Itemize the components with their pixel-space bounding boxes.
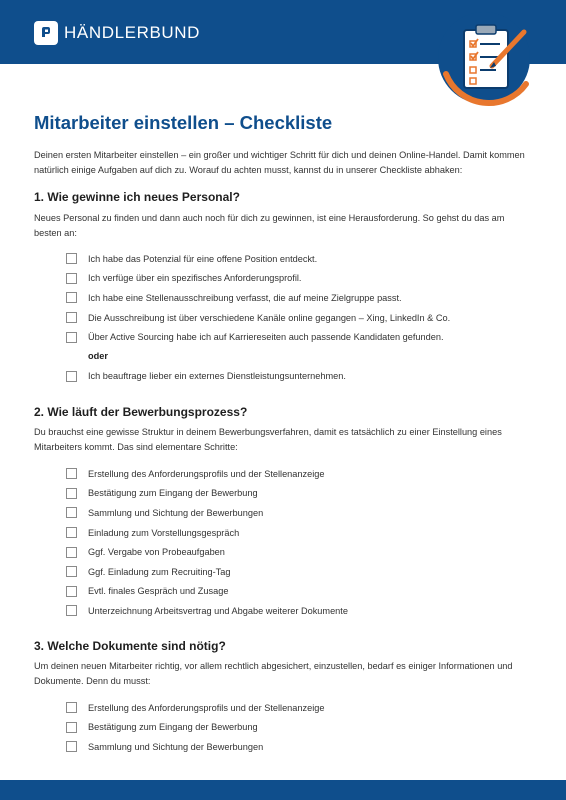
checklist-item-label: Ich habe eine Stellenausschreibung verfasst, die auf meine Zielgruppe passt.: [88, 292, 402, 303]
checklist-item: [66, 464, 348, 484]
section-text: Neues Personal zu finden und dann auch noch für dich zu gewinnen, ist eine Herausforderung. So gehst du das am besten an:: [34, 213, 505, 238]
brand-name: HÄNDLERBUND: [64, 23, 201, 42]
clipboard-checklist-icon: [434, 8, 544, 118]
section-heading: 2. Wie läuft der Bewerbungsprozess?: [34, 405, 248, 419]
checkbox[interactable]: [66, 292, 77, 303]
checklist-item-label: Ich beauftrage lieber ein externes Dienstleistungsunternehmen.: [88, 371, 346, 382]
footer-bar: [0, 780, 566, 800]
checklist-item: [66, 737, 324, 757]
checklist-item: [66, 269, 450, 289]
checkbox[interactable]: [66, 488, 77, 499]
handlerbund-logo-icon: [34, 21, 58, 45]
checkbox[interactable]: [66, 507, 77, 518]
checklist-item-label: Ich habe das Potenzial für eine offene Position entdeckt.: [88, 253, 318, 264]
checklist-item: [66, 484, 348, 504]
checkbox[interactable]: [66, 547, 77, 558]
header-bar: [0, 0, 566, 64]
brand-logo[interactable]: [34, 21, 200, 45]
page-title: Mitarbeiter einstellen – Checkliste: [34, 112, 333, 133]
checkbox[interactable]: [66, 586, 77, 597]
checkbox[interactable]: [66, 371, 77, 382]
section-heading: 1. Wie gewinne ich neues Personal?: [34, 190, 240, 204]
section-text: Du brauchst eine gewisse Struktur in deinem Bewerbungsverfahren, damit es tatsächlich zu einer Einstellung eines Mitarbeiters kommt. Das sind elementare Schritte:: [34, 427, 502, 452]
checklist-item-label: Bestätigung zum Eingang der Bewerbung: [88, 722, 258, 733]
checkbox[interactable]: [66, 741, 77, 752]
checklist-item: [66, 308, 450, 328]
checkbox[interactable]: [66, 312, 77, 323]
checklist-item-label: Sammlung und Sichtung der Bewerbungen: [88, 741, 264, 752]
section-text: Um deinen neuen Mitarbeiter richtig, vor allem rechtlich abgesichert, einzustellen, bedarf es einiger Informationen und Dokumente. Denn du musst:: [34, 661, 513, 686]
checklist: [66, 698, 324, 757]
checklist-item-label: Ggf. Vergabe von Probeaufgaben: [88, 547, 225, 558]
checklist-item-label: Erstellung des Anforderungsprofils und der Stellenanzeige: [88, 468, 325, 479]
checklist-item-label: Bestätigung zum Eingang der Bewerbung: [88, 488, 258, 499]
checklist-item: [66, 503, 348, 523]
checklist-item-label: Über Active Sourcing habe ich auf Karriereseiten auch passende Kandidaten gefunden.: [88, 332, 444, 343]
checklist-item-label: Die Ausschreibung ist über verschiedene Kanäle online gegangen – Xing, LinkedIn & Co.: [88, 312, 451, 323]
checklist-item-label: Ich verfüge über ein spezifisches Anforderungsprofil.: [88, 273, 302, 284]
checklist-item: [66, 601, 348, 621]
checklist-item-label: Sammlung und Sichtung der Bewerbungen: [88, 507, 264, 518]
checklist-item: [66, 249, 450, 269]
checklist-item: [66, 718, 324, 738]
section-heading: 3. Welche Dokumente sind nötig?: [34, 639, 226, 653]
checkbox[interactable]: [66, 722, 77, 733]
checkbox[interactable]: [66, 332, 77, 343]
checklist-item-label: Unterzeichnung Arbeitsvertrag und Abgabe weiterer Dokumente: [88, 605, 348, 616]
checkbox[interactable]: [66, 566, 77, 577]
checkbox[interactable]: [66, 273, 77, 284]
checklist-item: [66, 542, 348, 562]
checklist-item: [66, 582, 348, 602]
checklist-item: [66, 327, 450, 347]
separator-oder: oder: [88, 350, 108, 361]
checklist-item-label: Einladung zum Vorstellungsgespräch: [88, 527, 240, 538]
checkbox[interactable]: [66, 253, 77, 264]
checklist-item: [66, 367, 450, 387]
checklist: [66, 464, 348, 621]
intro-text: Deinen ersten Mitarbeiter einstellen – ein großer und wichtiger Schritt für dich und deinen Online-Handel. Damit kommen natürlich einige Aufgaben auf dich zu. Worauf du achten musst, kannst du in unserer Checkliste abhaken:: [34, 150, 525, 175]
checkbox[interactable]: [66, 527, 77, 538]
checklist-item: [66, 698, 324, 718]
checklist-item-label: Ggf. Einladung zum Recruiting-Tag: [88, 566, 231, 577]
checklist-item-label: Erstellung des Anforderungsprofils und der Stellenanzeige: [88, 702, 325, 713]
checklist-item: [66, 562, 348, 582]
checkbox[interactable]: [66, 468, 77, 479]
checklist-item-label: Evtl. finales Gespräch und Zusage: [88, 586, 229, 597]
checklist-item: [66, 288, 450, 308]
checkbox[interactable]: [66, 702, 77, 713]
checkbox[interactable]: [66, 605, 77, 616]
checklist: [66, 249, 450, 386]
checklist-item: [66, 523, 348, 543]
